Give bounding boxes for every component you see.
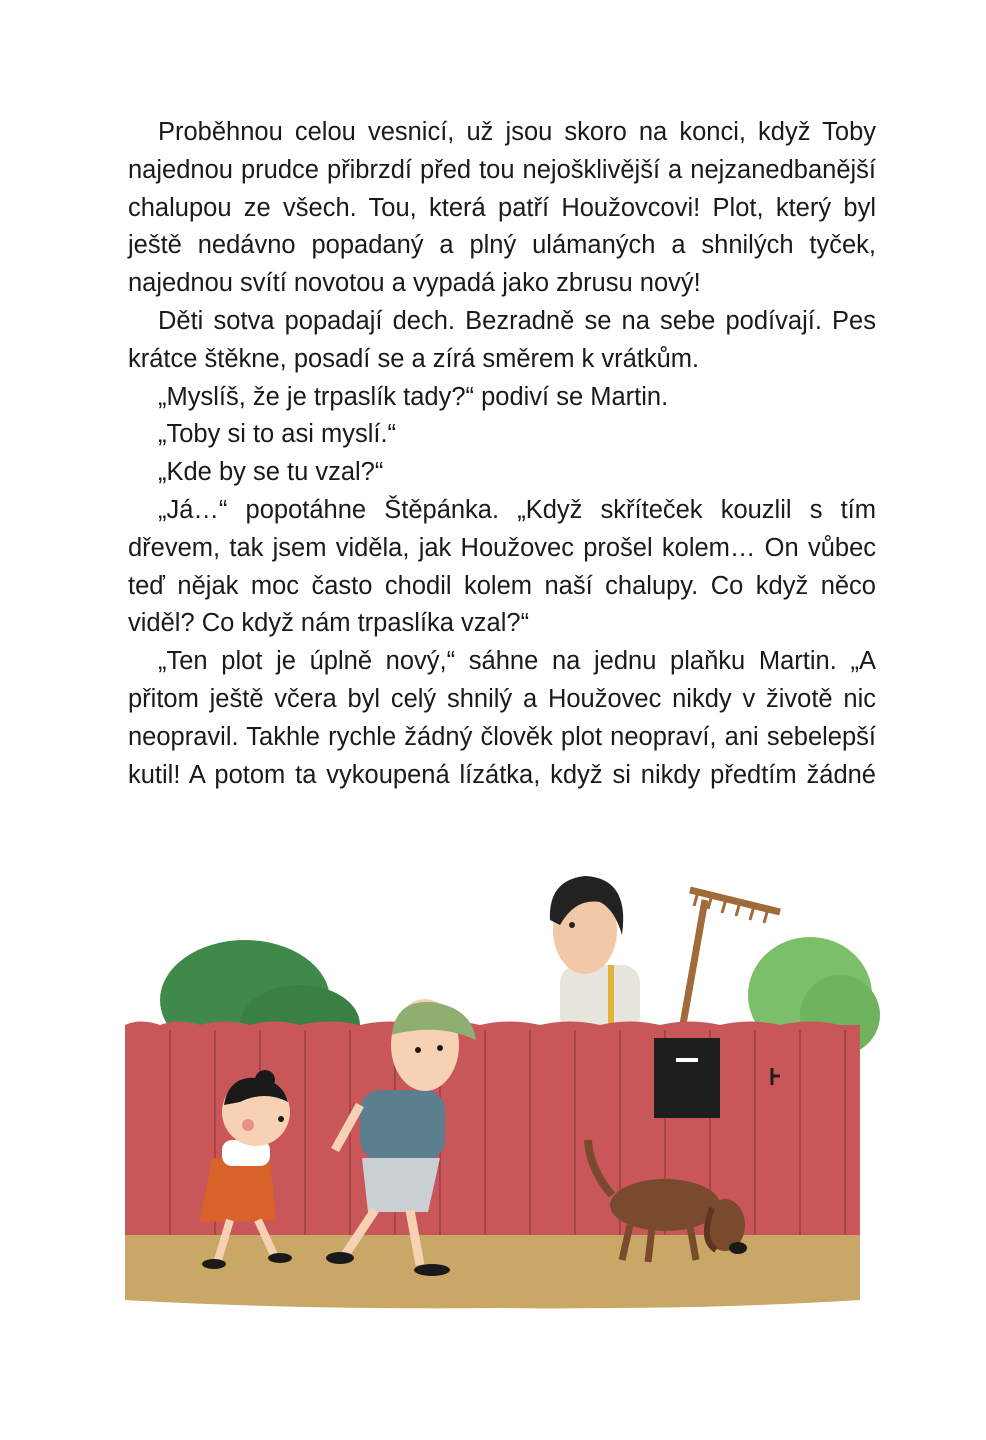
paragraph: Děti sotva popadají dech. Bezradně se na sebe podívají. Pes krátce štěkne, posadí se a zírá směrem k vrátkům. xyxy=(128,306,876,373)
ground xyxy=(125,1235,860,1308)
story-illustration xyxy=(0,840,986,1340)
paragraph: Proběhnou celou vesnicí, už jsou skoro na konci, když Toby najednou prudce přibrzdí před tou nejošklivější a nejzanedbanější chalupou ze všech. Tou, která patří Houžovcovi! Plot, který byl ještě nedávno popadaný a plný ulámaných a shnilých tyček, najednou svítí novotou a vypadá jako zbrusu nový! xyxy=(128,118,876,298)
story-text xyxy=(128,114,876,794)
paragraph: „Ten plot je úplně nový,“ sáhne na jednu plaňku Martin. „A přitom ještě včera byl celý shnilý a Houžovec nikdy v životě nic neopravil. Takhle rychle žádný člověk plot neopraví, ani sebelepší kutil! A potom ta vykoupená lízátka, když si nikdy předtím žádné xyxy=(128,647,876,789)
paragraph: „Kde by se tu vzal?“ xyxy=(158,458,384,487)
paragraph: „Já…“ popotáhne Štěpánka. „Když skříteček kouzlil s tím dřevem, tak jsem viděla, jak Houžovec prošel kolem… On vůbec teď nějak moc často chodil kolem naší chalupy. Co když něco viděl? Co když nám trpaslíka vzal?“ xyxy=(128,495,876,638)
neighbor-figure xyxy=(550,876,640,1035)
paragraph: „Myslíš, že je trpaslík tady?“ podiví se Martin. xyxy=(158,382,669,411)
paragraph: „Toby si to asi myslí.“ xyxy=(158,420,397,449)
